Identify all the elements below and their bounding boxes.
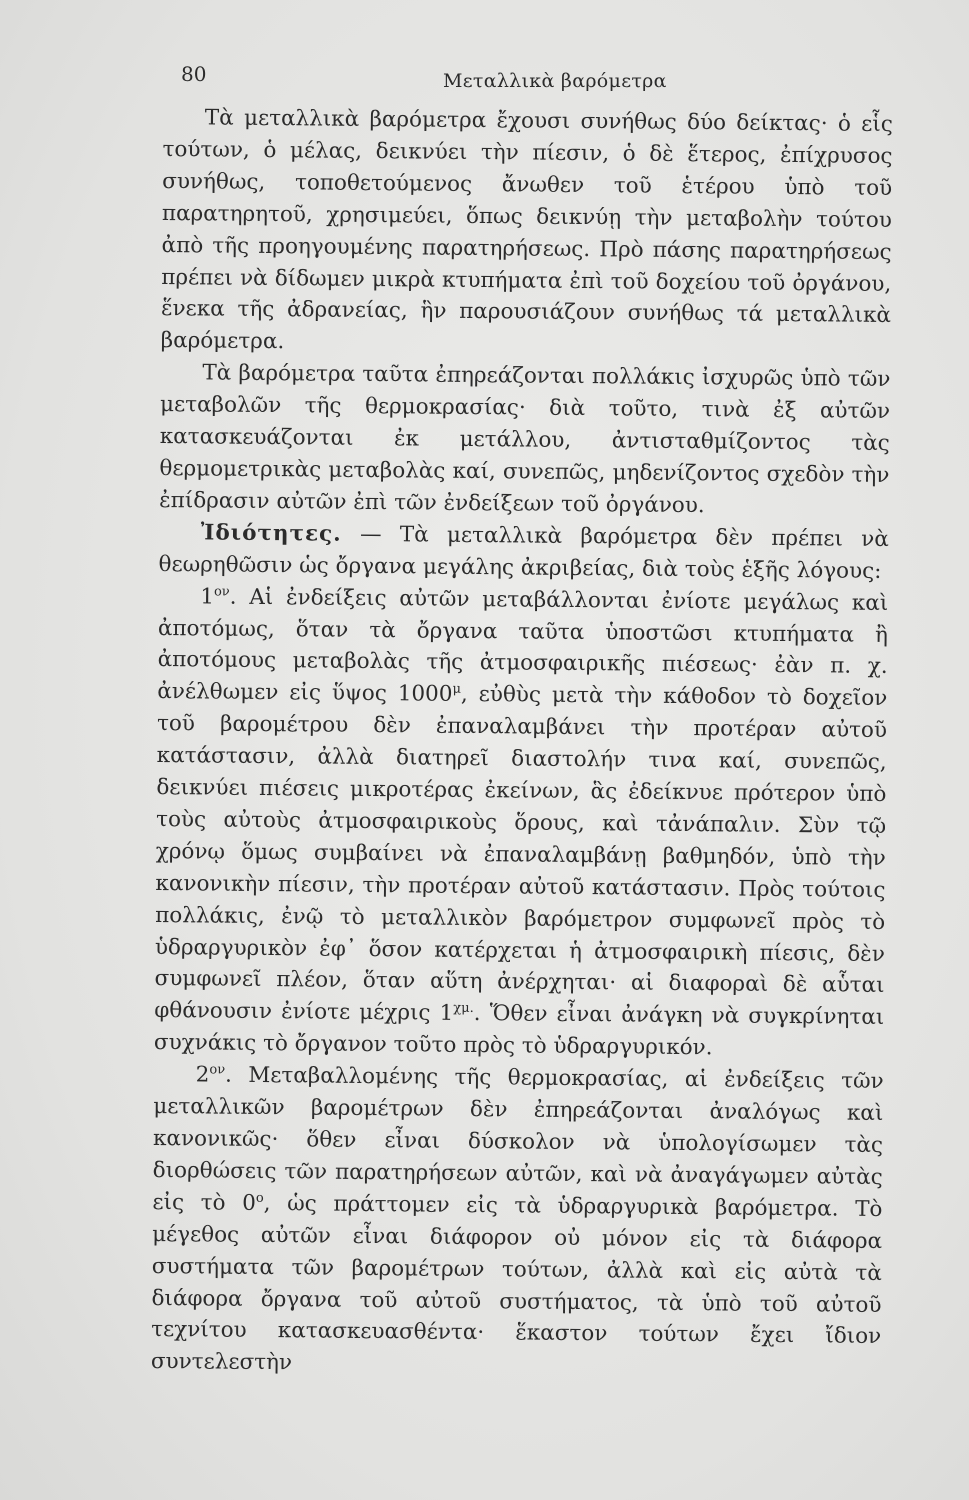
list-item-2: [151, 1059, 884, 1385]
item-2-text-b: , ὡς πράττομεν εἰς τὰ ὑδραργυρικὰ βαρόμετρα. Τὸ μέγεθος αὐτῶν εἶναι διάφορον οὐ μόνον εἰς τὰ διάφορα συστήματα τῶν βαρομέτρων τούτων, ἀλλὰ καὶ εἰς αὐτὰ τὰ διάφορα ὄργανα τοῦ αὐτοῦ συστήματος, τὰ ὑπὸ τοῦ αὐτοῦ τεχνίτου κατασκευασθέντα· ἕκαστον τούτων ἔχει ἴδιον συντελεστὴν: [150, 1190, 883, 1376]
item-1-text-c: . Ὅθεν εἶναι ἀνάγκη νὰ συγκρίνηται συχνάκις τὸ ὄργανον τοῦτο πρὸς τὸ ὑδραργυρικόν.: [153, 1001, 885, 1061]
paragraph-temperature: Τὰ βαρόμετρα ταῦτα ἐπηρεάζονται πολλάκις ἰσχυρῶς ὑπὸ τῶν μεταβολῶν τῆς θερμοκρασίας· διὰ τοῦτο, τινὰ ἐξ αὐτῶν κατασκευάζονται ἐκ μετάλλου, ἀντισταθμίζοντος τὰς θερμομετρικὰς μεταβολὰς καί, συνεπῶς, μηδενίζοντος σχεδὸν τὴν ἐπίδρασιν αὐτῶν ἐπὶ τῶν ἐνδείξεων τοῦ ὀργάνου.: [159, 360, 891, 519]
body-text: [151, 102, 893, 1385]
item-1-unit-meters: μ: [452, 681, 462, 698]
item-2-ordinal-suffix: ον: [209, 1062, 226, 1078]
item-1-unit-cm: χμ.: [453, 1001, 474, 1017]
item-1-ordinal-suffix: ον: [213, 583, 230, 600]
paragraph-properties: [158, 517, 889, 588]
item-1-text-b: , εὐθὺς μετὰ τὴν κάθοδον τὸ δοχεῖον τοῦ βαρομέτρου δὲν ἐπαναλαμβάνει τὴν προτέραν αὐτοῦ κατάστασιν, ἀλλὰ διατηρεῖ διαστολήν τινα καί, συνεπῶς, δεικνύει πιέσεις μικροτέρας ἐκείνων, ἃς ἐδείκνυε πρότερον ὑπὸ τοὺς αὐτοὺς ἀτμοσφαιρικοὺς ὅρους, καὶ τἀνάπαλιν. Σὺν τῷ χρόνῳ ὅμως συμβαίνει νὰ ἐπαναλαμβάνῃ βαθμηδόν, ὑπὸ τὴν κανονικὴν πίεσιν, τὴν προτέραν αὐτοῦ κατάστασιν. Πρὸς τούτοις πολλάκις, ἐνῷ τὸ μεταλλικὸν βαρόμετρον συμφωνεῖ πρὸς τὸ ὑδραργυρικὸν ἐφ᾽ ὅσον κατέρχεται ἡ ἀτμοσφαιρικὴ πίεσις, δὲν συμφωνεῖ πλέον, ὅταν αὕτη ἀνέρχηται· αἱ διαφοραὶ δὲ αὗται φθάνουσιν ἐνίοτε μέχρις 1: [154, 682, 888, 1027]
item-2-degree-sign: o: [255, 1190, 264, 1206]
page-header: [0, 62, 969, 98]
section-title: Ἰδιότητες.: [200, 520, 342, 547]
item-2-number: 2: [195, 1062, 210, 1088]
page-number: 80: [181, 62, 207, 86]
item-2-text-a: . Μεταβαλλομένης τῆς θερμοκρασίας, αἱ ἐνδείξεις τῶν μεταλλικῶν βαρομέτρων δὲν ἐπηρεάζονται ἀναλόγως καὶ κανονικῶς· ὅθεν εἶναι δύσκολον νὰ ὑπολογίσωμεν τὰς διορθώσεις τῶν παρατηρήσεων αὐτῶν, καὶ νὰ ἀναγάγωμεν αὐτὰς εἰς τὸ 0: [152, 1062, 884, 1216]
list-item-1: [154, 581, 889, 1067]
paragraph-intro: Τὰ μεταλλικὰ βαρόμετρα ἔχουσι συνήθως δύο δείκτας· ὁ εἷς τούτων, ὁ μέλας, δεικνύει τὴν πίεσιν, ὁ δὲ ἕτερος, ἐπίχρυσος συνήθως, τοποθετούμενος ἄνωθεν τοῦ ἑτέρου ὑπὸ τοῦ παρατηρητοῦ, χρησιμεύει, ὅπως δεικνύῃ τὴν μεταβολὴν τούτου ἀπὸ τῆς προηγουμένης παρατηρήσεως. Πρὸ πάσης παρατηρήσεως πρέπει νὰ δίδωμεν μικρὰ κτυπήματα ἐπὶ τοῦ δοχείου τοῦ ὀργάνου, ἕνεκα τῆς ἀδρανείας, ἣν παρουσιάζουν συνήθως τά μεταλλικὰ βαρόμετρα.: [160, 105, 893, 355]
section-intro-text: — Τὰ μεταλλικὰ βαρόμετρα δὲν πρέπει νὰ θεωρηθῶσιν ὡς ὄργανα μεγάλης ἀκριβείας, διὰ τοὺς ἑξῆς λόγους:: [158, 521, 889, 584]
item-1-text-a: . Αἱ ἐνδείξεις αὐτῶν μεταβάλλονται ἐνίοτε μεγάλως καὶ ἀποτόμως, ὅταν τὰ ὄργανα ταῦτα ὑποστῶσι κτυπήματα ἢ ἀποτόμους μεταβολὰς τῆς ἀτμοσφαιρικῆς πιέσεως· ἐὰν π. χ. ἀνέλθωμεν εἰς ὕψος 1000: [157, 584, 889, 708]
running-title: Μεταλλικὰ βαρόμετρα: [443, 70, 667, 92]
item-1-number: 1: [200, 583, 215, 610]
